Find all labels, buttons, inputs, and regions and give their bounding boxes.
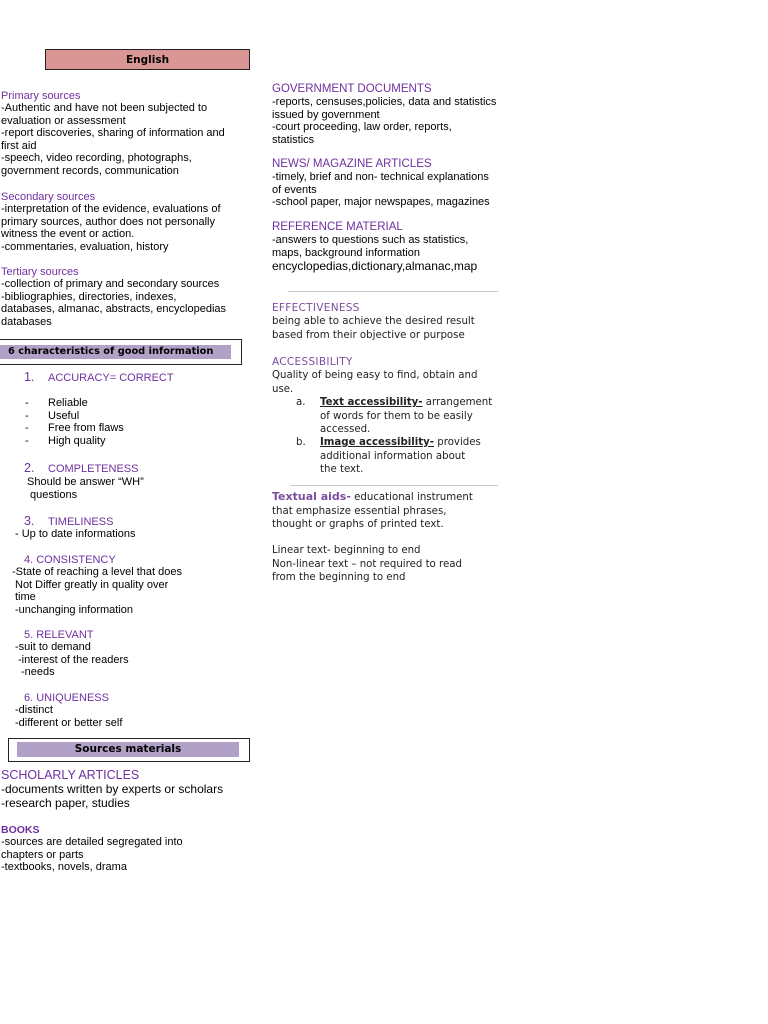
news-magazine-heading: NEWS/ MAGAZINE ARTICLES <box>272 158 432 170</box>
relevant-text <box>15 641 129 679</box>
bullet-dash: - <box>25 434 29 447</box>
list-item: Useful <box>48 409 80 422</box>
tertiary-sources-heading: Tertiary sources <box>1 266 79 278</box>
completeness-heading: COMPLETENESS <box>48 463 139 475</box>
text-accessibility-desc: arrangement <box>422 397 493 408</box>
accuracy-number: 1. <box>24 370 35 384</box>
text-line: issued by government <box>272 108 380 121</box>
accessibility-heading: ACCESSIBILITY <box>272 356 353 368</box>
text-line: -different or better self <box>15 716 123 729</box>
text-line: thought or graphs of printed text. <box>272 519 444 530</box>
list-item: Free from flaws <box>48 422 124 435</box>
list-item: Reliable <box>48 397 88 409</box>
text-line: being able to achieve the desired result <box>272 316 475 327</box>
books-heading: BOOKS <box>1 824 40 836</box>
textual-aids-term: Textual aids- <box>272 490 351 503</box>
accuracy-heading: ACCURACY= CORRECT <box>48 372 174 384</box>
text-line: -reports, censuses,policies, data and statistics <box>272 96 497 108</box>
text-line: -sources are detailed segregated into <box>1 836 183 848</box>
accuracy-dashes <box>25 397 29 447</box>
effectiveness-heading: EFFECTIVENESS <box>272 302 360 314</box>
timeliness-text <box>15 528 135 541</box>
text-line: witness the event or action. <box>1 228 135 241</box>
reference-material-text <box>272 234 477 273</box>
bullet-dash: - <box>25 409 29 422</box>
divider <box>290 485 498 486</box>
text-line: based from their objective or purpose <box>272 329 465 341</box>
text-line: - Up to date informations <box>15 528 136 540</box>
text-line: -documents written by experts or scholars <box>1 782 224 796</box>
text-line: government records, communication <box>1 164 179 177</box>
tertiary-sources-text <box>1 278 226 328</box>
government-documents-text <box>272 96 496 146</box>
text-line: -unchanging information <box>15 603 134 616</box>
text-line: databases, almanac, abstracts, encyclopedias <box>1 303 227 316</box>
text-line: -report discoveries, sharing of information and <box>1 127 225 140</box>
text-line: Quality of being easy to find, obtain and <box>272 370 478 381</box>
accessibility-marker-b: b. <box>296 437 306 448</box>
sources-materials-title-box <box>8 738 250 762</box>
text-line: Not Differ greatly in quality over <box>15 578 169 591</box>
text-line: Linear text- beginning to end <box>272 545 421 556</box>
textual-aids-text <box>272 490 473 532</box>
text-line: the text. <box>320 464 364 475</box>
text-line: chapters or parts <box>1 848 84 861</box>
text-line: from the beginning to end <box>272 572 406 583</box>
scholarly-articles-text <box>1 782 223 810</box>
text-accessibility-item <box>320 396 492 437</box>
text-line: of events <box>272 183 317 196</box>
text-line: Non-linear text – not required to read <box>272 558 462 570</box>
text-line: encyclopedias,dictionary,almanac,map <box>272 259 478 274</box>
completeness-number: 2. <box>24 461 35 475</box>
accuracy-list <box>48 397 124 447</box>
secondary-sources-heading: Secondary sources <box>1 191 96 203</box>
text-line: -bibliographies, directories, indexes, <box>1 290 177 303</box>
secondary-sources-text <box>1 203 221 253</box>
text-line: -textbooks, novels, drama <box>1 861 127 874</box>
text-line: first aid <box>1 139 37 152</box>
text-line: Should be answer “WH” <box>27 476 144 488</box>
sources-materials-title: Sources materials <box>17 742 239 757</box>
text-line: of words for them to be easily <box>320 410 473 422</box>
bullet-dash: - <box>25 397 29 409</box>
english-title-box <box>45 49 250 70</box>
linear-text-definitions <box>272 544 462 585</box>
six-characteristics-title: 6 characteristics of good information <box>0 345 231 359</box>
english-title: English <box>125 54 170 66</box>
accessibility-text <box>272 369 477 396</box>
image-accessibility-desc: provides <box>434 437 481 448</box>
primary-sources-text <box>1 102 225 178</box>
text-line: use. <box>272 383 294 395</box>
uniqueness-text <box>15 704 122 729</box>
text-accessibility-term: Text accessibility- <box>320 397 423 408</box>
text-line: -speech, video recording, photographs, <box>1 152 192 165</box>
textual-aids-desc: educational instrument <box>350 492 473 503</box>
text-line: accessed. <box>320 424 371 435</box>
text-line: -research paper, studies <box>1 796 130 810</box>
six-characteristics-title-box <box>0 339 242 365</box>
text-line: -answers to questions such as statistics, <box>272 234 469 246</box>
text-line: databases <box>1 315 52 328</box>
books-text <box>1 836 183 874</box>
text-line: maps, background information <box>272 246 420 259</box>
text-line: -interest of the readers <box>18 653 129 666</box>
relevant-heading: 5. RELEVANT <box>24 629 94 641</box>
image-accessibility-term: Image accessibility- <box>320 437 435 448</box>
bullet-dash: - <box>25 422 29 435</box>
list-item: High quality <box>48 434 106 447</box>
text-line: questions <box>30 488 78 501</box>
text-line: -commentaries, evaluation, history <box>1 240 169 253</box>
primary-sources-heading: Primary sources <box>1 90 81 102</box>
reference-material-heading: REFERENCE MATERIAL <box>272 221 403 233</box>
news-magazine-text <box>272 171 490 209</box>
uniqueness-heading: 6. UNIQUENESS <box>24 692 109 704</box>
consistency-heading: 4. CONSISTENCY <box>24 554 116 566</box>
text-line: -distinct <box>15 704 53 716</box>
timeliness-number: 3. <box>24 514 35 528</box>
scholarly-articles-heading: SCHOLARLY ARTICLES <box>1 768 140 782</box>
text-line: -suit to demand <box>15 641 91 653</box>
text-line: -collection of primary and secondary sources <box>1 278 220 290</box>
government-documents-heading: GOVERNMENT DOCUMENTS <box>272 83 432 95</box>
text-line: primary sources, author does not personally <box>1 215 215 228</box>
accessibility-marker-a: a. <box>296 397 306 408</box>
consistency-text <box>12 566 182 616</box>
timeliness-heading: TIMELINESS <box>48 516 114 528</box>
text-line: -interpretation of the evidence, evaluations of <box>1 203 221 215</box>
text-line: -school paper, major newspapes, magazines <box>272 196 490 209</box>
image-accessibility-item <box>320 436 481 477</box>
text-line: time <box>15 591 36 604</box>
text-line: additional information about <box>320 450 466 462</box>
text-line: -needs <box>21 666 55 679</box>
completeness-text <box>27 476 144 501</box>
text-line: -timely, brief and non- technical explanations <box>272 171 489 183</box>
text-line: -court proceeding, law order, reports, <box>272 121 452 134</box>
text-line: statistics <box>272 133 315 146</box>
divider <box>288 291 498 292</box>
effectiveness-text <box>272 315 475 342</box>
text-line: -Authentic and have not been subjected to <box>1 102 208 114</box>
text-line: -State of reaching a level that does <box>12 566 182 578</box>
text-line: evaluation or assessment <box>1 114 126 127</box>
text-line: that emphasize essential phrases, <box>272 505 447 517</box>
